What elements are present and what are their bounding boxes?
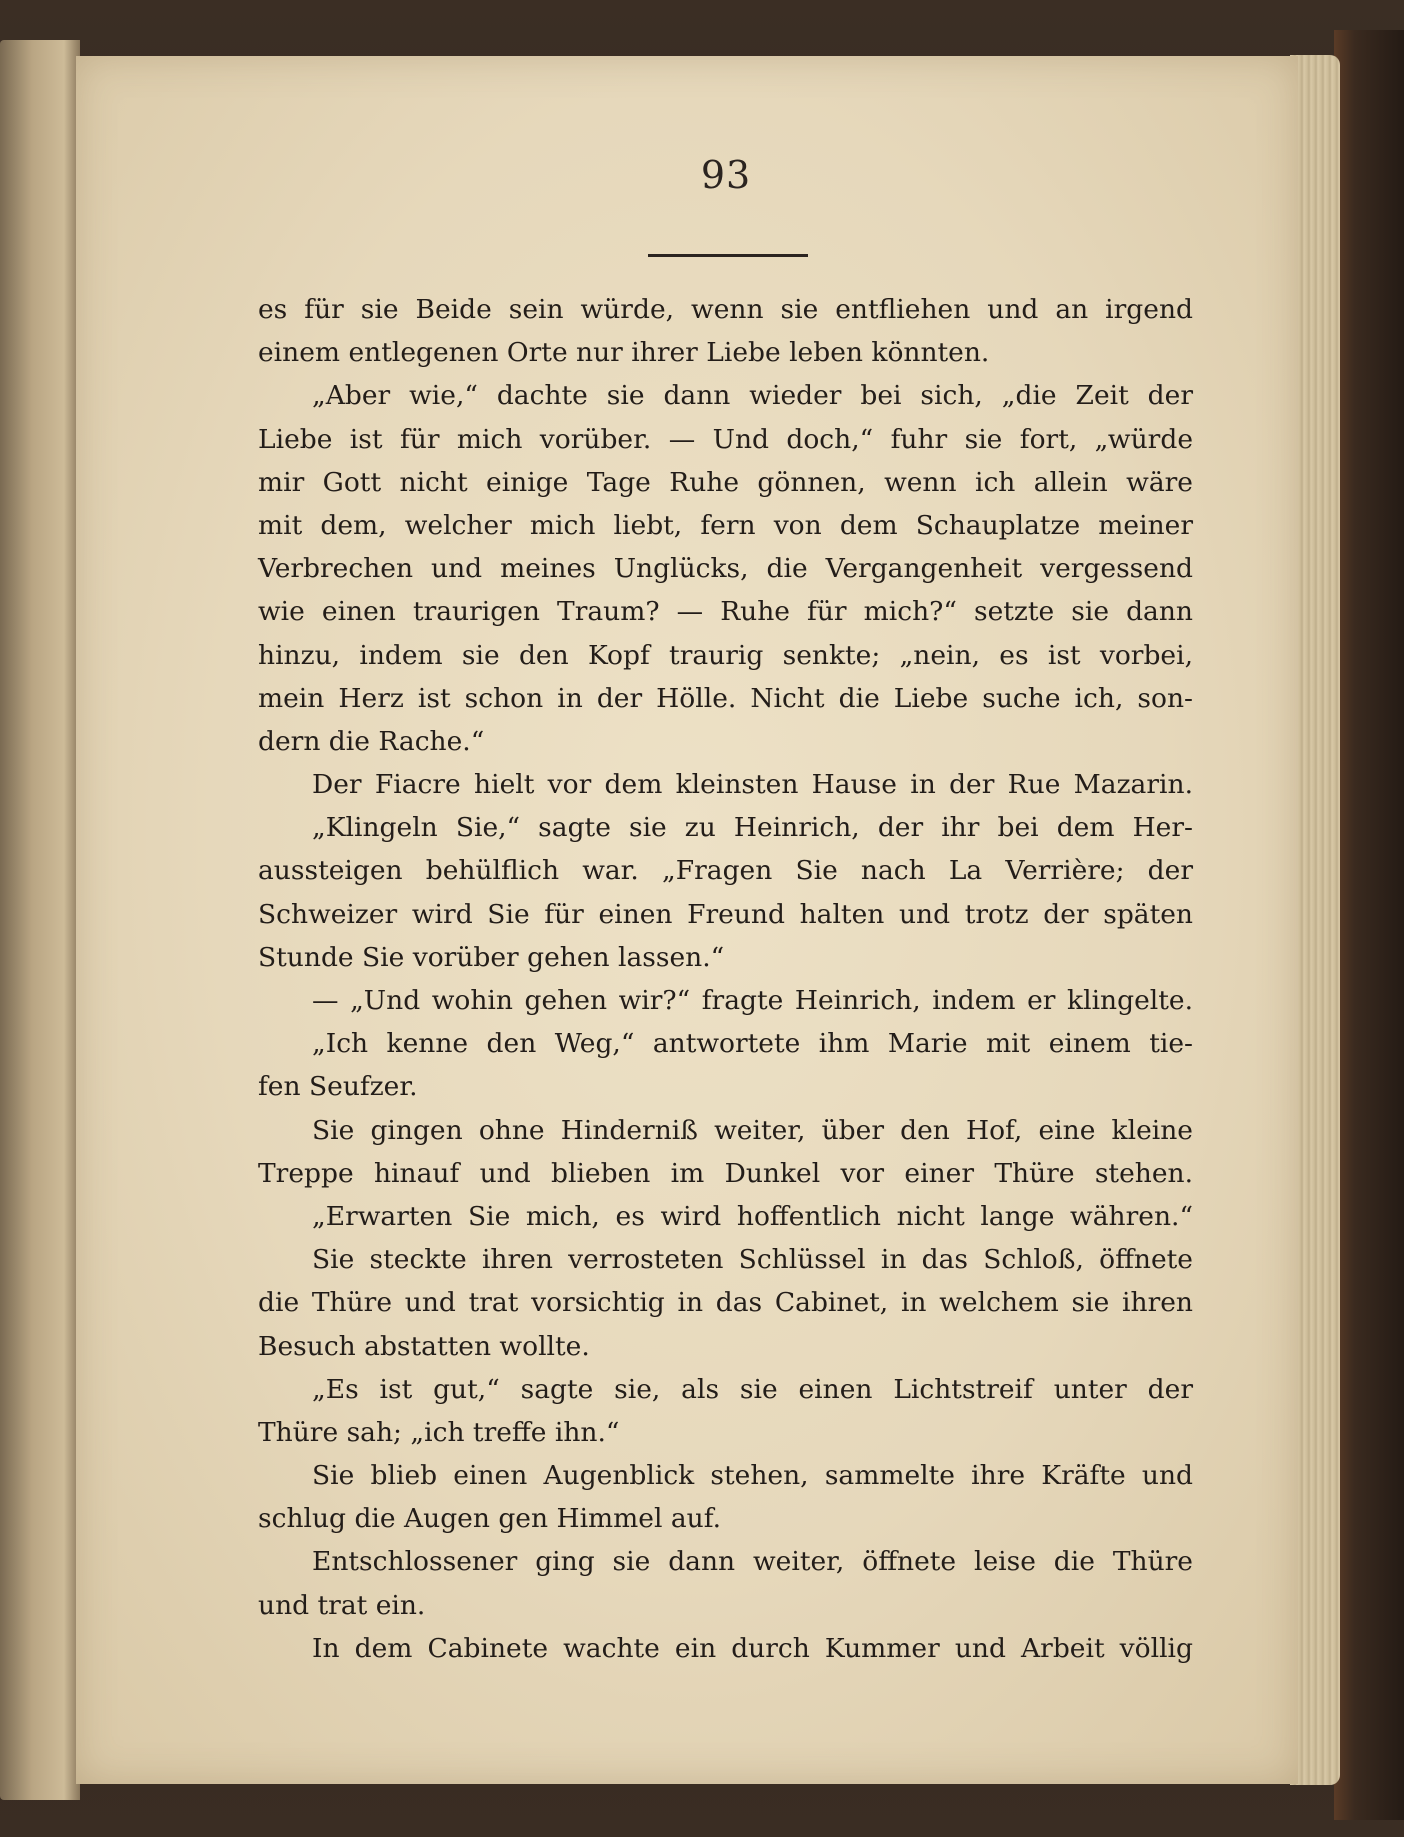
text-line: dern die Rache.“ [258, 725, 485, 757]
text-line: mir Gott nicht einige Tage Ruhe gönnen, wenn ich allein wäre [258, 466, 1193, 498]
text-line: Verbrechen und meines Unglücks, die Vergangenheit vergessend [258, 553, 1193, 585]
text-line: die Thüre und trat vorsichtig in das Cabinet, in welchem sie ihren [258, 1287, 1193, 1319]
text-line: Thüre sah; „ich treffe ihn.“ [258, 1416, 620, 1448]
text-line: „Erwarten Sie mich, es wird hoffentlich nicht lange währen.“ [312, 1200, 1193, 1232]
book-cover-edge [1334, 30, 1404, 1820]
header-rule [648, 254, 808, 257]
text-line: „Es ist gut,“ sagte sie, als sie einen Lichtstreif unter der [312, 1373, 1193, 1405]
text-line: Entschlossener ging sie dann weiter, öffnete leise die Thüre [312, 1546, 1193, 1578]
text-line: Sie blieb einen Augenblick stehen, sammelte ihre Kräfte und [312, 1460, 1193, 1492]
text-line: In dem Cabinete wachte ein durch Kummer und Arbeit völlig [312, 1632, 1193, 1664]
body-text [258, 288, 1193, 1670]
text-line: Stunde Sie vorüber gehen lassen.“ [258, 941, 725, 973]
text-line: mit dem, welcher mich liebt, fern von dem Schauplatze meiner [258, 509, 1193, 541]
page-number: 93 [700, 153, 752, 197]
book-page [76, 56, 1298, 1784]
text-line: einem entlegenen Orte nur ihrer Liebe leben könnten. [258, 337, 990, 369]
text-line: hinzu, indem sie den Kopf traurig senkte; „nein, es ist vorbei, [258, 639, 1193, 671]
text-line: es für sie Beide sein würde, wenn sie entfliehen und an irgend [258, 294, 1193, 325]
text-line: aussteigen behülflich war. „Fragen Sie nach La Verrière; der [258, 855, 1193, 887]
text-line: „Klingeln Sie,“ sagte sie zu Heinrich, der ihr bei dem Her- [312, 812, 1193, 844]
facing-page-edge [0, 40, 80, 1800]
text-line: Sie steckte ihren verrosteten Schlüssel in das Schloß, öffnete [312, 1244, 1193, 1276]
text-line: Treppe hinauf und blieben im Dunkel vor einer Thüre stehen. [258, 1157, 1193, 1189]
text-line: schlug die Augen gen Himmel auf. [258, 1503, 722, 1535]
text-line: Sie gingen ohne Hinderniß weiter, über den Hof, eine kleine [312, 1114, 1193, 1146]
text-line: „Aber wie,“ dachte sie dann wieder bei sich, „die Zeit der [312, 380, 1193, 412]
text-line: „Ich kenne den Weg,“ antwortete ihm Marie mit einem tie- [312, 1028, 1193, 1060]
text-line: und trat ein. [258, 1589, 426, 1621]
text-line: Liebe ist für mich vorüber. — Und doch,“ fuhr sie fort, „würde [258, 423, 1193, 455]
text-line: fen Seufzer. [258, 1071, 418, 1103]
text-line: Besuch abstatten wollte. [258, 1330, 590, 1362]
text-line: Schweizer wird Sie für einen Freund halten und trotz der späten [258, 898, 1193, 930]
text-line: — „Und wohin gehen wir?“ fragte Heinrich, indem er klingelte. [312, 985, 1193, 1016]
text-line: mein Herz ist schon in der Hölle. Nicht die Liebe suche ich, son- [258, 682, 1193, 714]
text-line: wie einen traurigen Traum? — Ruhe für mich?“ setzte sie dann [258, 596, 1193, 628]
text-line: Der Fiacre hielt vor dem kleinsten Hause in der Rue Mazarin. [312, 769, 1193, 801]
